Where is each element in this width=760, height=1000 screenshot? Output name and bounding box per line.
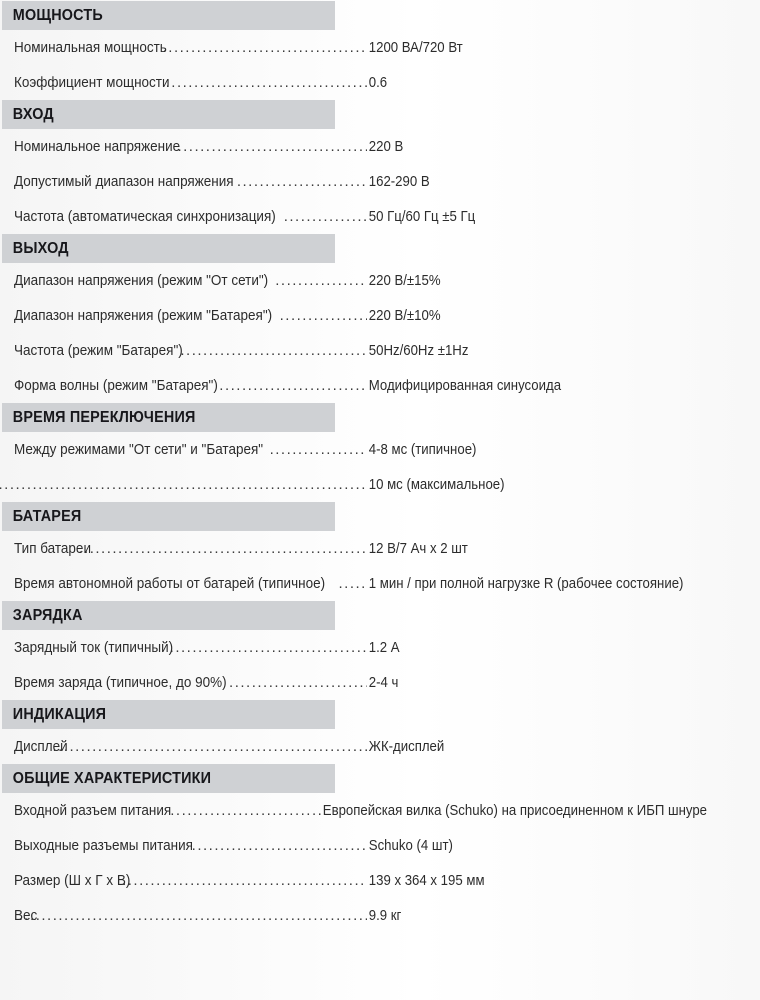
spec-label bbox=[0, 665, 367, 700]
dot-leader bbox=[78, 531, 367, 566]
spec-row bbox=[0, 665, 760, 700]
spec-row bbox=[0, 828, 760, 863]
spec-value: 4-8 мс (типичное) bbox=[368, 441, 477, 458]
spec-row bbox=[0, 199, 760, 234]
spec-row bbox=[0, 129, 760, 164]
dot-leader bbox=[170, 630, 367, 665]
spec-value: Schuko (4 шт) bbox=[368, 837, 453, 854]
spec-label-text: Вес bbox=[14, 907, 38, 924]
spec-label bbox=[0, 898, 367, 933]
spec-value: 220 В bbox=[368, 138, 404, 155]
spec-label bbox=[0, 65, 367, 100]
spec-value: 0.6 bbox=[368, 74, 388, 91]
dot-leader bbox=[163, 30, 367, 65]
spec-value: 1 мин / при полной нагрузке R (рабочее состояние) bbox=[368, 575, 684, 592]
spec-label-text: Номинальная мощность bbox=[14, 39, 167, 56]
spec-row bbox=[0, 898, 760, 933]
dot-leader bbox=[52, 729, 367, 764]
dot-leader bbox=[180, 333, 367, 368]
spec-label-text: Номинальное напряжение bbox=[14, 138, 181, 155]
spec-value: 2-4 ч bbox=[368, 674, 399, 691]
section-header-input: ВХОД bbox=[2, 100, 335, 129]
spec-label-text: Коэффициент мощности bbox=[14, 74, 170, 91]
dot-leader bbox=[284, 199, 367, 234]
spec-label bbox=[0, 199, 367, 234]
spec-label-text: Форма волны (режим "Батарея") bbox=[14, 377, 218, 394]
section-header-output: ВЫХОД bbox=[2, 234, 335, 263]
spec-value: 220 В/±10% bbox=[368, 307, 441, 324]
spec-label-text: Тип батареи bbox=[14, 540, 91, 557]
spec-value: 9.9 кг bbox=[368, 907, 402, 924]
section-header-charging: ЗАРЯДКА bbox=[2, 601, 335, 630]
section-header-indication: ИНДИКАЦИЯ bbox=[2, 700, 335, 729]
spec-label bbox=[0, 467, 367, 502]
spec-label bbox=[0, 30, 367, 65]
dot-leader bbox=[170, 793, 321, 828]
spec-label-text: Зарядный ток (типичный) bbox=[14, 639, 174, 656]
dot-leader bbox=[166, 65, 367, 100]
spec-label-text: Диапазон напряжения (режим "От сети") bbox=[14, 272, 269, 289]
spec-label bbox=[0, 729, 367, 764]
spec-label bbox=[0, 630, 367, 665]
spec-row bbox=[0, 863, 760, 898]
spec-label-text: Дисплей bbox=[14, 738, 68, 755]
spec-label-text: Между режимами "От сети" и "Батарея" bbox=[14, 441, 264, 458]
spec-value: 12 В/7 Ач x 2 шт bbox=[368, 540, 468, 557]
dot-leader bbox=[229, 665, 367, 700]
spec-row bbox=[0, 630, 760, 665]
spec-value: 162-290 В bbox=[368, 173, 430, 190]
spec-row bbox=[0, 298, 760, 333]
spec-label bbox=[0, 566, 367, 601]
spec-label-text: Время автономной работы от батарей (типичное) bbox=[14, 575, 326, 592]
spec-label bbox=[0, 298, 367, 333]
spec-label bbox=[0, 333, 367, 368]
spec-label bbox=[0, 828, 367, 863]
spec-row bbox=[0, 467, 760, 502]
spec-label-text: Частота (автоматическая синхронизация) bbox=[14, 208, 276, 225]
dot-leader bbox=[237, 164, 367, 199]
section-header-battery: БАТАРЕЯ bbox=[2, 502, 335, 531]
dot-leader bbox=[177, 129, 367, 164]
spec-value: 1200 ВА/720 Вт bbox=[368, 39, 463, 56]
spec-row bbox=[0, 368, 760, 403]
spec-label-text: Частота (режим "Батарея") bbox=[14, 342, 183, 359]
spec-row bbox=[0, 333, 760, 368]
spec-label bbox=[0, 164, 367, 199]
spec-row bbox=[0, 432, 760, 467]
spec-label-text: Размер (Ш x Г x В) bbox=[14, 872, 131, 889]
spec-row bbox=[0, 164, 760, 199]
spec-value: ЖК-дисплей bbox=[368, 738, 445, 755]
spec-label bbox=[0, 531, 367, 566]
spec-row bbox=[0, 263, 760, 298]
spec-value: 1.2 А bbox=[368, 639, 400, 656]
dot-leader bbox=[270, 432, 367, 467]
spec-label-text: Время заряда (типичное, до 90%) bbox=[14, 674, 227, 691]
spec-row bbox=[0, 65, 760, 100]
section-header-transfer-time: ВРЕМЯ ПЕРЕКЛЮЧЕНИЯ bbox=[2, 403, 335, 432]
spec-label bbox=[0, 863, 367, 898]
spec-value: 10 мс (максимальное) bbox=[368, 476, 505, 493]
spec-label-text: Допустимый диапазон напряжения bbox=[14, 173, 234, 190]
dot-leader bbox=[280, 298, 367, 333]
dot-leader bbox=[219, 368, 367, 403]
dot-leader bbox=[275, 263, 367, 298]
spec-label bbox=[0, 129, 367, 164]
spec-label bbox=[0, 263, 367, 298]
section-header-power: МОЩНОСТЬ bbox=[2, 1, 335, 30]
spec-value: Модифицированная синусоида bbox=[368, 377, 562, 394]
spec-label bbox=[0, 432, 367, 467]
spec-row bbox=[0, 30, 760, 65]
dot-leader bbox=[192, 828, 367, 863]
spec-label-text: Входной разъем питания bbox=[14, 802, 172, 819]
spec-label bbox=[0, 793, 321, 828]
dot-leader bbox=[0, 467, 367, 502]
dot-leader bbox=[19, 898, 367, 933]
section-header-general: ОБЩИЕ ХАРАКТЕРИСТИКИ bbox=[2, 764, 335, 793]
spec-value: 50 Гц/60 Гц ±5 Гц bbox=[368, 208, 476, 225]
spec-value: Европейская вилка (Schuko) на присоединенном к ИБП шнуре bbox=[323, 802, 708, 819]
spec-value: 139 x 364 x 195 мм bbox=[368, 872, 485, 889]
spec-value: 50Hz/60Hz ±1Hz bbox=[368, 342, 469, 359]
spec-row bbox=[0, 729, 760, 764]
spec-row bbox=[0, 531, 760, 566]
spec-row bbox=[0, 793, 760, 828]
spec-label-text: Выходные разъемы питания bbox=[14, 837, 193, 854]
spec-row bbox=[0, 566, 760, 601]
dot-leader bbox=[122, 863, 367, 898]
spec-value: 220 В/±15% bbox=[368, 272, 441, 289]
spec-label bbox=[0, 368, 367, 403]
spec-label-text: Диапазон напряжения (режим "Батарея") bbox=[14, 307, 273, 324]
dot-leader bbox=[338, 566, 367, 601]
